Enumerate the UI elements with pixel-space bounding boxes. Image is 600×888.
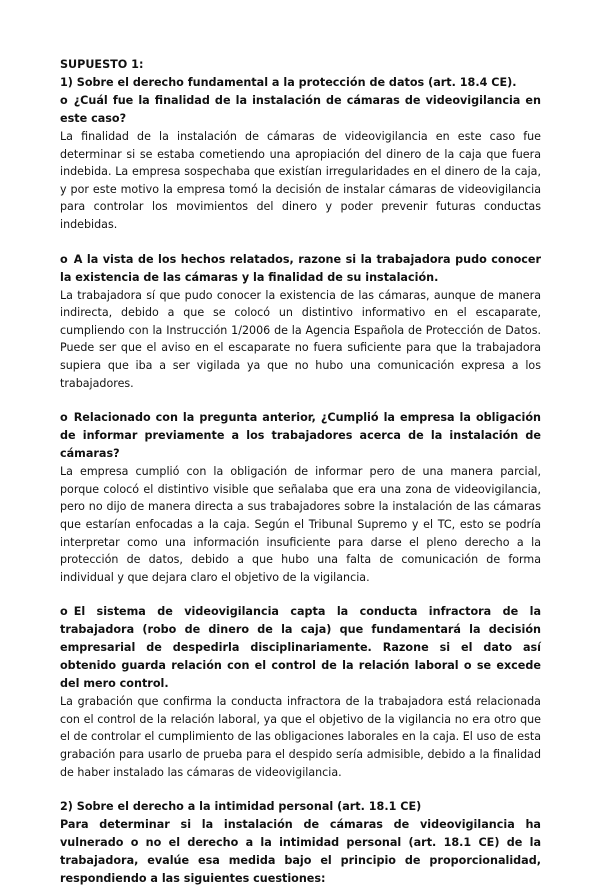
bullet-marker: o — [60, 605, 68, 619]
question-3-text: Relacionado con la pregunta anterior, ¿Cumplió la empresa la obligación de informar previamente a los trabajadores acerca de la instalación de cámaras? — [60, 411, 541, 461]
answer-2: La trabajadora sí que pudo conocer la existencia de las cámaras, aunque de manera indirecta, debido a que se colocó un distintivo informativo en el escaparate, cumpliendo con la Instrucción 1/2006 de la Agencia Española de Protección de Datos. Puede ser que el aviso en el escaparate no fuera suficiente para que la trabajadora supiera que iba a ser vigilada ya que no hubo una comunicación expresa a los trabajadores. — [60, 288, 541, 390]
question-2 — [60, 251, 541, 287]
bullet-marker: o — [60, 411, 68, 425]
answer-1: La finalidad de la instalación de cámaras de videovigilancia en este caso fue determinar si se estaba cometiendo una apropiación del dinero de la caja que fuera indebida. La empresa sospechaba que existían irregularidades en el dinero de la caja, y por este motivo la empresa tomó la decisión de instalar cámaras de videovigilancia para controlar los movimientos del dinero y poder prevenir futuras conductas indebidas. — [60, 130, 541, 231]
question-4-text: El sistema de videovigilancia capta la conducta infractora de la trabajadora (robo de dinero de la caja) que fundamentará la decisión empresarial de despedirla disciplinariamente. Razone si el dato así obtenido guarda relación con el control de la relación laboral o se excede del mero control. — [60, 605, 541, 691]
bullet-marker: o — [60, 252, 68, 266]
section2-intro: Para determinar si la instalación de cámaras de videovigilancia ha vulnerado o no el derecho a la intimidad personal (art. 18.1 CE) de la trabajadora, evalúe esa medida bajo el principio de proporcionalidad, respondiendo a las siguientes cuestiones: — [60, 818, 541, 886]
answer-4: La grabación que confirma la conducta infractora de la trabajadora está relacionada con el control de la relación laboral, ya que el objetivo de la vigilancia no era otro que el de controlar el cumplimiento de las obligaciones laborales en la caja. El uso de esta grabación para usarlo de prueba para el despido sería admisible, debido a la finalidad de haber instalado las cámaras de videovigilancia. — [60, 695, 541, 779]
question-1 — [60, 92, 541, 128]
question-1-text: ¿Cuál fue la finalidad de la instalación de cámaras de videovigilancia en este caso? — [60, 94, 541, 125]
section2-heading: 2) Sobre el derecho a la intimidad personal (art. 18.1 CE) — [60, 800, 422, 814]
question-4 — [60, 603, 541, 693]
section1-heading: 1) Sobre el derecho fundamental a la protección de datos (art. 18.4 CE). — [60, 76, 517, 89]
question-2-text: A la vista de los hechos relatados, razone si la trabajadora pudo conocer la existencia de las cámaras y la finalidad de su instalación. — [60, 252, 541, 284]
answer-3: La empresa cumplió con la obligación de informar pero de una manera parcial, porque colocó el distintivo visible que señalaba que era una zona de videovigilancia, pero no dijo de manera directa a sus trabajadores sobre la instalación de las cámaras que estarían enfocadas a la caja. Según el Tribunal Supremo y el TC, esto se podría interpretar como una información insuficiente para darse el pleno derecho a la protección de datos, debido a que hubo una falta de comunicación de forma individual y que dejara claro el objetivo de la vigilancia. — [60, 465, 541, 584]
bullet-marker: o — [60, 94, 68, 107]
question-3 — [60, 409, 541, 463]
document-title: SUPUESTO 1: — [60, 58, 144, 71]
